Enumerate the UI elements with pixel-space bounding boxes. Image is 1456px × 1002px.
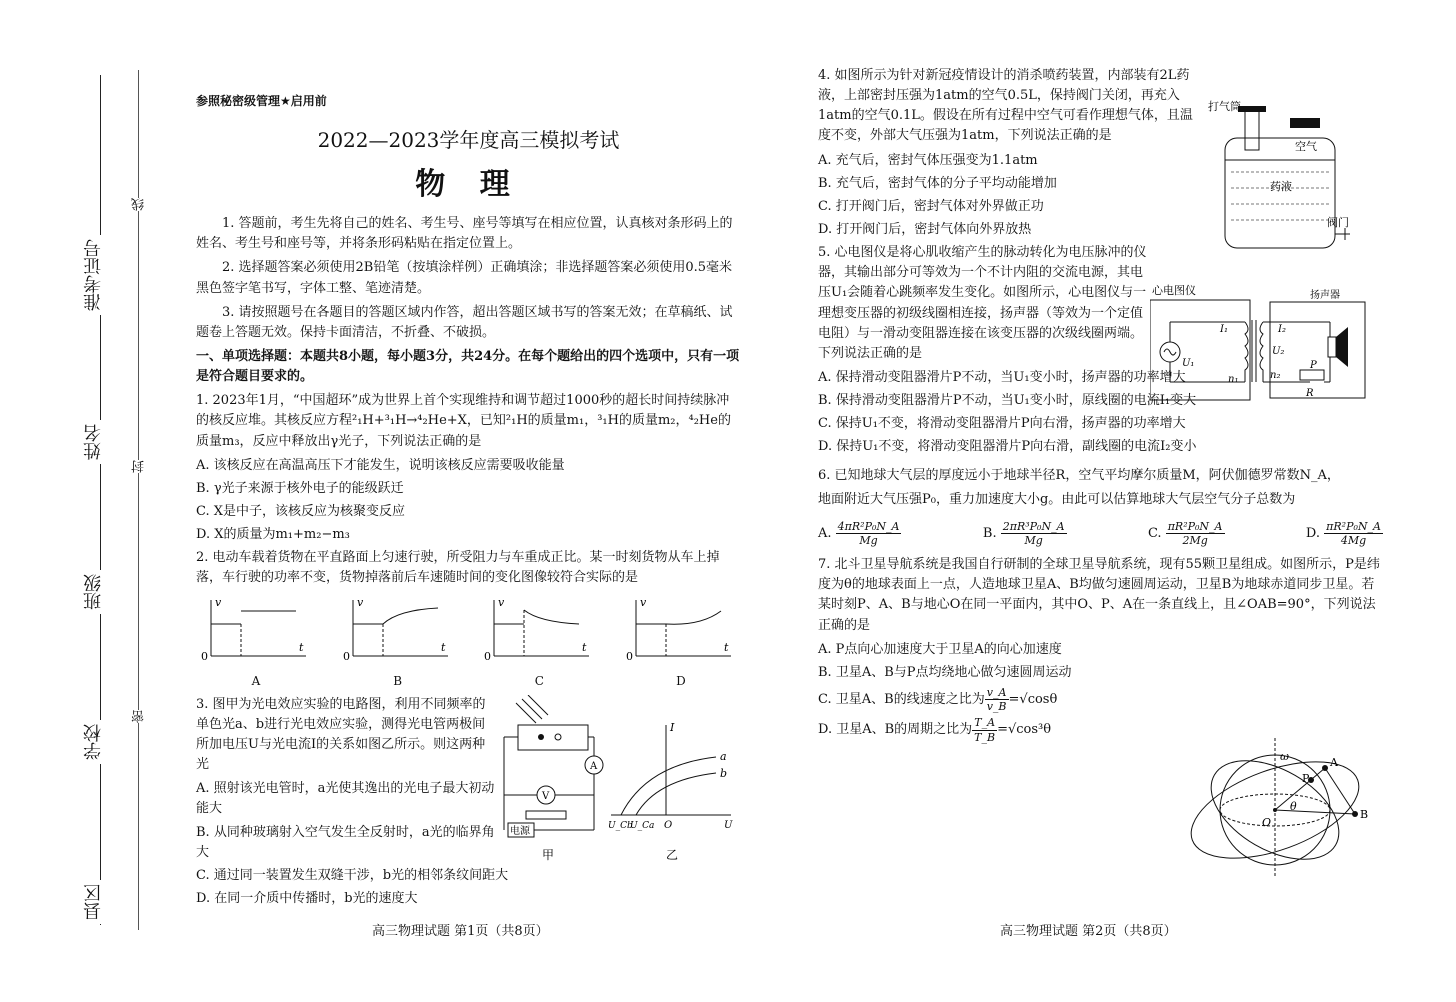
page-2-footer: 高三物理试题 第2页（共8页） (1000, 924, 1177, 939)
seal-line-char: 线 (130, 198, 150, 211)
air-label: 空气 (1295, 140, 1317, 153)
i1-label: I₁ (1220, 324, 1228, 335)
q2-graph-d (621, 596, 741, 690)
q6-stem-1: 6. 已知地球大气层的厚度远小于地球半径R，空气平均摩尔质量M，阿伏伽德罗常数N_A， (818, 467, 1340, 483)
q3-figures (496, 695, 736, 865)
n2-label: n₂ (1270, 370, 1281, 381)
q4-option-b: B. 充气后，密封气体的分子平均动能增加 (818, 175, 1057, 191)
voltmeter-label: V (542, 790, 550, 802)
q3-option-b: B. 从同种玻璃射入空气发生全反射时，a光的临界角大 (196, 824, 495, 860)
q2-graphs (196, 596, 741, 690)
vt-graph-b (343, 596, 453, 666)
curve-b: b (720, 766, 728, 780)
axis-i: I (670, 720, 675, 734)
q7-option-c: C. 卫星A、B的线速度之比为 $\frac{v\_A}{v\_B}$ =√cosθ (818, 686, 1058, 714)
q7-stem: 7. 北斗卫星导航系统是我国自行研制的全球卫星导航系统，现有55颗卫星组成。如图所示，P是纬度为θ的地球表面上一点，人造地球卫星A、B均做匀速圆周运动，卫星B为地球赤道同步卫星。若某时刻P、A、B与地心O在同一平面内，其中O、P、A在一条直线上，且∠OAB=90°，下列说法正确的是 (818, 557, 1380, 633)
q6-option-a: A. $\frac{\text{4πR²P₀N\_A}}{Mg}$ (818, 519, 900, 547)
q3-option-d: D. 在同一介质中传播时，b光的速度大 (196, 890, 418, 906)
q4-stem: 4. 如图所示为针对新冠疫情设计的消杀喷药装置，内部装有2L药液，上部密封压强为1atm的空气0.5L，保持阀门关闭，再充入1atm的空气0.1L。假设在所有过程中空气可看作理想气体，且温度不变，外部大气压强为1atm，下列说法正确的是 (818, 68, 1193, 144)
q6-options (818, 520, 1383, 547)
center-o-label: O (1262, 816, 1272, 829)
q5-option-d: D. 保持U₁不变，将滑动变阻器滑片P向右滑，副线圈的电流I₂变小 (818, 439, 1197, 455)
graph-label: C (534, 674, 544, 689)
q1-option-b: B. γ光子来源于核外电子的能级跃迁 (196, 480, 404, 496)
q2-graph-a (196, 596, 316, 690)
q7-orbit-figure (1180, 738, 1380, 878)
q5-option-c: C. 保持U₁不变，将滑动变阻器滑片P向右滑，扬声器的功率增大 (818, 416, 1186, 432)
resistor-r: R (1306, 388, 1314, 399)
subject-title: 物 理 (415, 166, 522, 202)
axis-t: t (299, 641, 304, 655)
instruction-3: 3. 请按照题号在各题目的答题区域内作答，超出答题区域书写的答案无效；在草稿纸、试题卷上答题无效。保持卡面清洁，不折叠、不破损。 (196, 304, 733, 340)
exam-title: 2022—2023学年度高三模拟考试 (317, 127, 620, 152)
q6-option-b: B. $\frac{\text{2πR³P₀N\_A}}{Mg}$ (982, 519, 1065, 547)
axis-t: t (723, 641, 729, 655)
uca-label: U_Ca (630, 820, 655, 831)
q3-option-a: A. 照射该光电管时，a光使其逸出的光电子最大初动能大 (196, 781, 495, 817)
axis-v: v (356, 596, 363, 610)
q7-option-a: A. P点向心加速度大于卫星A的向心加速度 (818, 641, 1062, 657)
n1-label: n₁ (1228, 374, 1239, 385)
axis-v: v (639, 596, 647, 610)
vt-graph-c (484, 596, 594, 666)
q6-stem-2: 地面附近大气压强P₀，重力加速度大小g。由此可以估算地球大气层空气分子总数为 (818, 491, 1296, 507)
valve-label: 阀门 (1327, 216, 1349, 229)
pump-label: 打气筒 (1208, 100, 1241, 113)
power-label: 电源 (510, 825, 530, 837)
q1-stem: 1. 2023年1月，“中国超环”成为世界上首个实现维持和调节超过1000秒的超长时间持续脉冲的核反应堆。其核反应方程²₁H+³₁H→⁴₂He+X，已知²₁H的质量m₁，³₁H的质量m₂，⁴₂He的质量m₃，反应中释放出γ光子，下列说法正确的是 (196, 393, 731, 449)
exam-number-label: 准考证号 (80, 235, 108, 315)
axis-v: v (498, 596, 505, 610)
q4-option-c: C. 打开阀门后，密封气体对外界做正功 (818, 198, 1044, 214)
q2-stem: 2. 电动车载着货物在平直路面上匀速行驶，所受阻力与车重成正比。某一时刻货物从车上掉落，车行驶的功率不变，货物掉落前后车速随时间的变化图像较符合实际的是 (196, 550, 720, 586)
instruction-1: 1. 答题前，考生先将自己的姓名、考生号、座号等填写在相应位置，认真核对条形码上的姓名、考生号和座号等，并将条形码粘贴在指定位置上。 (196, 216, 733, 252)
origin: 0 (342, 650, 350, 664)
vt-graph-d (626, 596, 736, 666)
i2-label: I₂ (1278, 324, 1286, 335)
q6-option-c: C. $\frac{\text{πR²P₀N\_A}}{2Mg}$ (1147, 519, 1223, 547)
page-1-footer: 高三物理试题 第1页（共8页） (372, 924, 549, 939)
q5-option-a: A. 保持滑动变阻器滑片P不动，当U₁变小时，扬声器的功率增大 (818, 369, 1186, 385)
theta-label: θ (1290, 800, 1297, 813)
u2-label: U₂ (1272, 346, 1285, 357)
q4-spray-figure (1205, 98, 1365, 258)
graph-label: B (393, 674, 403, 689)
ecg-label: 心电图仪 (1152, 284, 1196, 297)
section-1-heading: 一、单项选择题：本题共8小题，每小题3分，共24分。在每个题给出的四个选项中，只有一项是符合题目要求的。 (196, 348, 740, 385)
name-label: 姓名 (80, 420, 108, 464)
q5-stem: 5. 心电图仪是将心肌收缩产生的脉动转化为电压脉冲的仪器，其输出部分可等效为一个不计内阻的交流电源，其电压U₁会随着心跳频率发生变化。如图所示，心电图仪与一理想变压器的初级线圈相连接，扬声器（等效为一个定值电阻）与一滑动变阻器连接在该变压器的次级线圈两端。下列说法正确的是 (818, 245, 1147, 361)
q4-option-d: D. 打开阀门后，密封气体向外界放热 (818, 221, 1032, 237)
seal-secret-char: 密 (130, 710, 150, 723)
q1-option-a: A. 该核反应在高温高压下才能发生，说明该核反应需要吸收能量 (196, 457, 565, 473)
q1-option-d: D. X的质量为m₁+m₂−m₃ (196, 527, 350, 543)
sat-a-label: A (1330, 756, 1338, 769)
q6-option-d: D. $\frac{\text{πR²P₀N\_A}}{4Mg}$ (1305, 519, 1381, 547)
q3-stem: 3. 图甲为光电效应实验的电路图，利用不同频率的单色光a、b进行光电效应实验，测得光电管两极间所加电压U与光电流I的关系如图乙所示。则这两种光 (196, 696, 486, 773)
q5-transformer-figure (1150, 282, 1370, 410)
fig-jia: 甲 (542, 847, 555, 862)
origin: 0 (201, 650, 208, 664)
axis-v: v (215, 596, 222, 610)
graph-label: D (676, 674, 686, 689)
origin: 0 (484, 650, 492, 664)
fig-yi: 乙 (666, 847, 679, 862)
q3-block (196, 695, 741, 866)
origin: 0 (625, 650, 633, 664)
secret-level: 参照秘密级管理★启用前 (196, 94, 327, 108)
binding-line (100, 75, 101, 925)
curve-a: a (720, 749, 727, 763)
q1-option-c: C. X是中子，该核反应为核聚变反应 (196, 503, 406, 519)
axis-t: t (582, 641, 587, 655)
u1-label: U₁ (1182, 358, 1195, 369)
q2-graph-b (338, 596, 458, 690)
q5-option-b: B. 保持滑动变阻器滑片P不动，当U₁变小时，原线圈的电流I₁变大 (818, 393, 1197, 409)
slider-p: P (1310, 360, 1317, 371)
seal-seal-char: 封 (130, 460, 150, 473)
q7-option-d: D. 卫星A、B的周期之比为 $\frac{T\_A}{T\_B}$ =√cos³θ (818, 716, 1052, 744)
instruction-2: 2. 选择题答案必须使用2B铅笔（按填涂样例）正确填涂；非选择题答案必须使用0.5毫米黑色签字笔书写，字体工整、笔迹清楚。 (196, 260, 733, 296)
point-p-label: P (1302, 772, 1310, 785)
ammeter-label: A (590, 760, 598, 772)
county-label: 县区 (80, 880, 108, 924)
q4-option-a: A. 充气后，密封气体压强变为1.1atm (818, 152, 1038, 168)
page-1-column (196, 92, 741, 912)
axis-u: U (724, 819, 733, 831)
omega-label: ω (1280, 750, 1289, 763)
sat-b-label: B (1360, 808, 1369, 821)
origin-o: O (664, 819, 673, 831)
class-label: 班级 (80, 570, 108, 614)
speaker-label: 扬声器 (1310, 290, 1340, 301)
ucb-label: U_Cb (608, 820, 633, 831)
vt-graph-a (201, 596, 311, 666)
q2-graph-c (479, 596, 599, 690)
school-label: 学校 (80, 720, 108, 764)
graph-label: A (251, 674, 261, 689)
axis-t: t (440, 641, 446, 655)
q7-option-b: B. 卫星A、B与P点均绕地心做匀速圆周运动 (818, 664, 1072, 680)
q3-option-c: C. 通过同一装置发生双缝干涉，b光的相邻条纹间距大 (196, 867, 509, 883)
liquid-label: 药液 (1270, 180, 1292, 193)
